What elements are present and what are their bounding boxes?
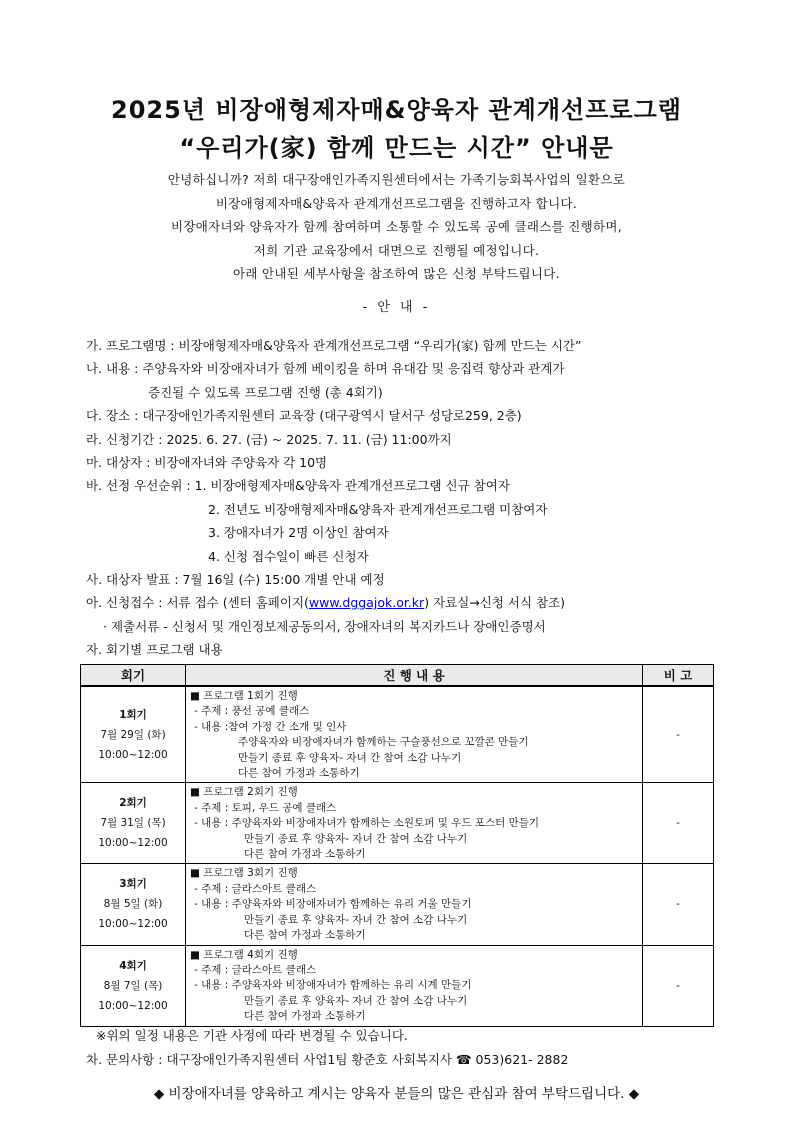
item-target: 마. 대상자 : 비장애자녀와 주양육자 각 10명 [86,455,328,471]
application-text: 아. 신청접수 : 서류 접수 (센터 홈페이지( [86,595,309,611]
content-line: ■ 프로그램 3회기 진행 [190,867,298,880]
content-line: ■ 프로그램 2회기 진행 [190,786,298,799]
session-number: 3회기 [119,878,147,891]
session-cell [81,945,186,1026]
session-number: 1회기 [119,708,147,721]
content-cell [186,864,643,945]
table-row [81,783,714,864]
content-line: ■ 프로그램 4회기 진행 [190,948,298,961]
footer-message: ◆ 비장애자녀를 양육하고 계시는 양육자 분들의 많은 관심과 참여 부탁드립니다. ◆ [153,1086,640,1102]
content-line: - 내용 : 주양육자와 비장애자녀가 함께하는 유리 거울 만들기 [194,898,472,911]
note-cell: - [643,686,714,783]
table-row [81,864,714,945]
session-cell [81,686,186,783]
header-session: 회기 [81,665,186,687]
table-header-row [81,665,714,687]
note-cell: - [643,945,714,1026]
content-line: 만들기 종료 후 양육자- 자녀 간 참여 소감 나누기 [238,751,462,764]
item-application-period: 라. 신청기간 : 2025. 6. 27. (금) ~ 2025. 7. 11. (금) 11:00까지 [86,431,452,447]
table-row [81,686,714,783]
session-number: 2회기 [119,797,147,810]
content-cell [186,686,643,783]
session-date: 7월 29일 (화) [100,728,166,741]
application-text-end: ) 자료실→신청 서식 참조) [424,595,566,611]
item-location: 다. 장소 : 대구장애인가족지원센터 교육장 (대구광역시 달서구 성당로259, 2층) [86,408,522,424]
header-note: 비 고 [643,665,714,687]
title-line-1: 2025년 비장애형제자매&양육자 관계개선프로그램 [111,96,682,124]
table-row [81,945,714,1026]
item-application [86,591,726,614]
content-line: 다른 참여 가정과 소통하기 [244,1010,366,1023]
content-cell [186,783,643,864]
content-line: - 내용 : 주양육자와 비장애자녀가 함께하는 유리 시계 만들기 [194,979,472,992]
header-content: 진 행 내 용 [186,665,643,687]
session-date: 7월 31일 (목) [100,817,166,830]
intro-line: 아래 안내된 세부사항을 참조하여 많은 신청 부탁드립니다. [233,266,560,281]
item-priority-1: 바. 선정 우선순위 : 1. 비장애형제자매&양육자 관계개선프로그램 신규 참여자 [86,478,510,494]
note-cell: - [643,783,714,864]
title-line-2: “우리가(家) 함께 만드는 시간” 안내문 [179,134,614,162]
content-line: - 주제 : 토피, 우드 공예 클래스 [194,801,337,814]
contact-info: 차. 문의사항 : 대구장애인가족지원센터 사업1팀 황준호 사회복지사 ☎ 053)621- 2882 [86,1052,569,1067]
schedule-change-note: ※위의 일정 내용은 기관 사정에 따라 변경될 수 있습니다. [96,1028,408,1043]
item-priority-4: 4. 신청 접수일이 빠른 신청자 [208,548,369,564]
intro-line: 비장애자녀와 양육자가 함께 참여하며 소통할 수 있도록 공예 클래스를 진행하며, [170,219,623,234]
item-content-cont: 증진될 수 있도록 프로그램 진행 (총 4회기) [148,384,383,400]
content-line: ■ 프로그램 1회기 진행 [190,690,298,702]
content-line: 다른 참여 가정과 소통하기 [244,848,366,861]
session-date: 8월 7일 (목) [103,979,163,992]
session-date: 8월 5일 (화) [103,898,163,911]
item-priority-3: 3. 장애자녀가 2명 이상인 참여자 [208,525,389,541]
item-documents: · 제출서류 - 신청서 및 개인정보제공동의서, 장애자녀의 복지카드나 장애인증명서 [103,618,546,634]
content-line: 만들기 종료 후 양육자- 자녀 간 참여 소감 나누기 [244,913,468,926]
item-priority-2: 2. 전년도 비장애형제자매&양육자 관계개선프로그램 미참여자 [208,501,548,517]
item-session-contents: 자. 회기별 프로그램 내용 [86,642,223,658]
intro-paragraph [0,168,793,286]
content-cell [186,945,643,1026]
intro-line: 비장애형제자매&양육자 관계개선프로그램을 진행하고자 합니다. [215,195,578,211]
item-program-name: 가. 프로그램명 : 비장애형제자매&양육자 관계개선프로그램 “우리가(家) 함께 만드는 시간” [86,338,582,353]
guide-heading: - 안 내 - [362,300,431,315]
content-line: - 주제 : 풍선 공예 클래스 [194,705,310,718]
intro-line: 저희 기관 교육장에서 대면으로 진행될 예정입니다. [253,242,540,258]
content-line: 다른 참여 가정과 소통하기 [238,767,360,780]
content-line: 주양육자와 비장애자녀가 함께하는 구슬풍선으로 꼬깔콘 만들기 [238,736,529,749]
session-time: 10:00~12:00 [98,999,168,1012]
session-number: 4회기 [119,959,147,972]
content-line: 만들기 종료 후 양육자- 자녀 간 참여 소감 나누기 [244,994,468,1007]
session-cell [81,864,186,945]
content-line: - 내용 :참여 가정 간 소개 및 인사 [194,720,347,733]
intro-line: 안녕하십니까? 저희 대구장애인가족지원센터에서는 가족기능회복사업의 일환으로 [167,172,626,187]
session-cell [81,783,186,864]
homepage-link[interactable]: www.dggajok.or.kr [308,595,425,611]
content-line: - 주제 : 글라스아트 클래스 [194,882,317,895]
content-line: 만들기 종료 후 양육자- 자녀 간 참여 소감 나누기 [244,832,468,845]
session-table [80,664,714,1027]
item-announcement: 사. 대상자 발표 : 7월 16일 (수) 15:00 개별 안내 예정 [86,572,385,588]
content-line: - 내용 : 주양육자와 비장애자녀가 함께하는 소원토퍼 및 우드 포스터 만들기 [194,817,539,830]
session-time: 10:00~12:00 [98,748,168,761]
content-line: - 주제 : 글라스아트 클래스 [194,963,317,976]
item-content: 나. 내용 : 주양육자와 비장애자녀가 함께 베이킹을 하며 유대감 및 응집력 향상과 관계가 [86,361,565,377]
guide-items [86,334,726,662]
content-line: 다른 참여 가정과 소통하기 [244,929,366,942]
session-time: 10:00~12:00 [98,918,168,931]
session-time: 10:00~12:00 [98,837,168,850]
note-cell: - [643,864,714,945]
